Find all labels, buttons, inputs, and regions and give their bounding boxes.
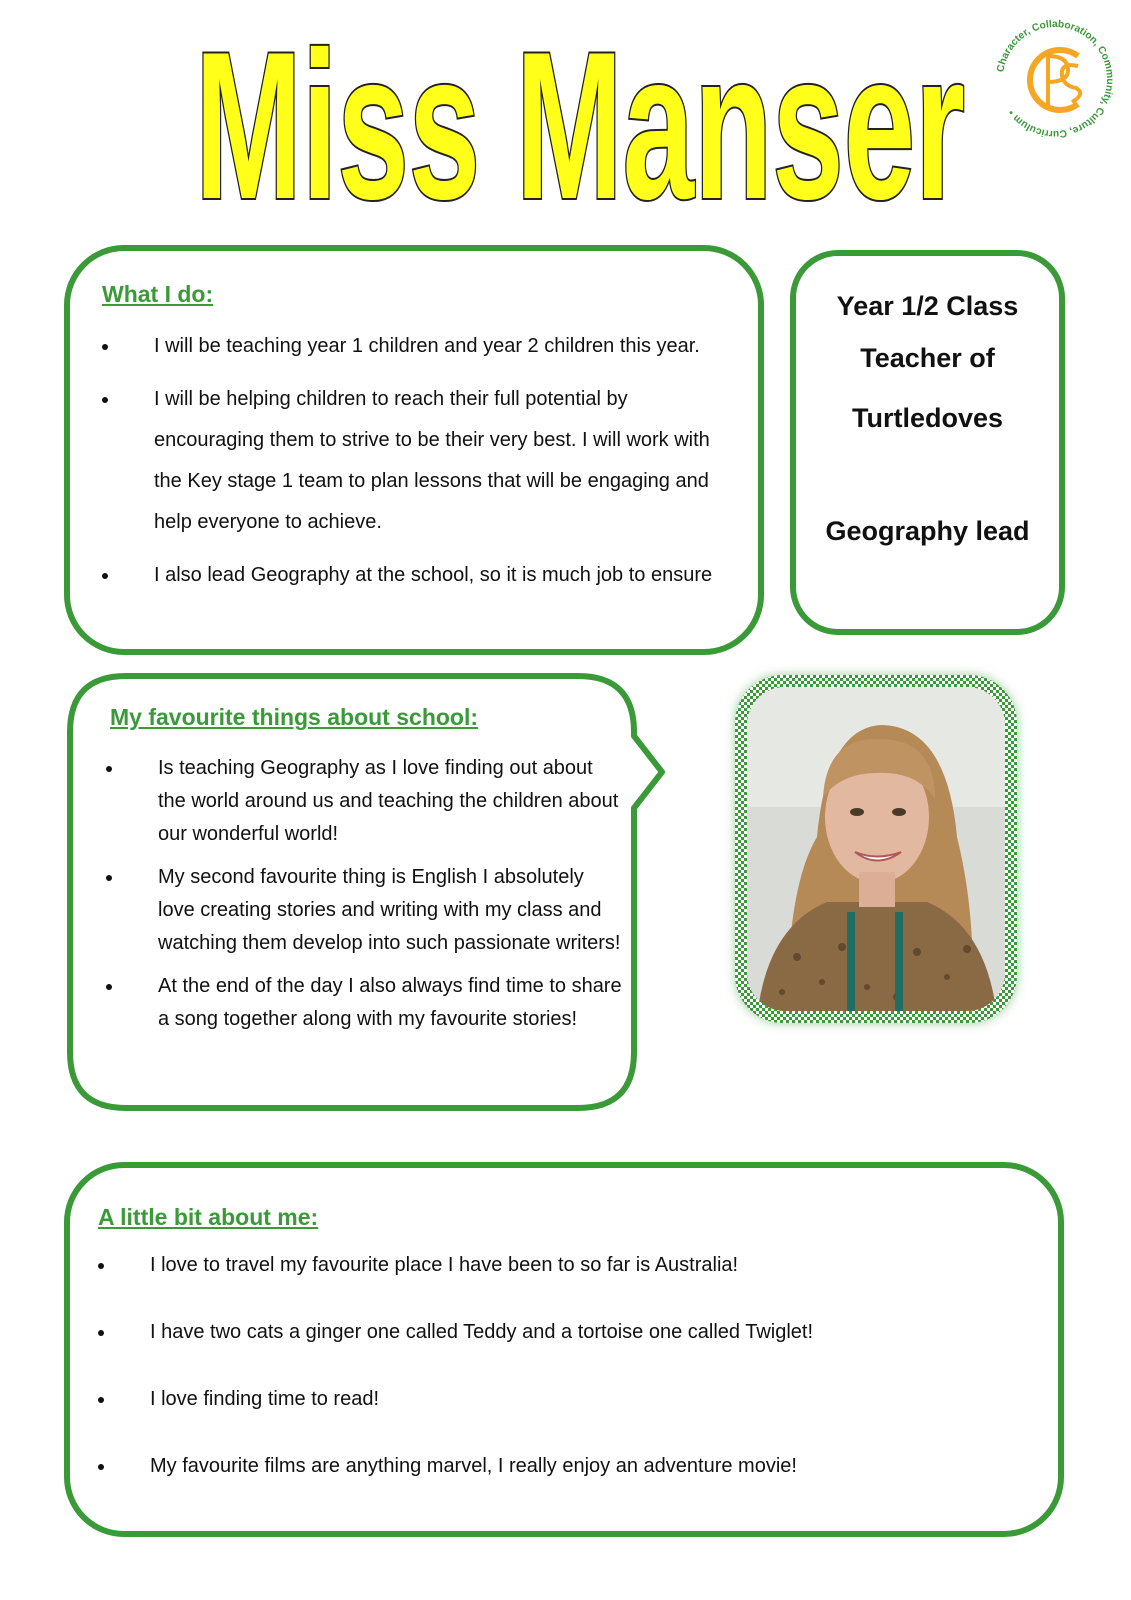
list-item: At the end of the day I also always find time to share a song together along with my favourite stories! — [104, 970, 624, 1036]
what-i-do-panel — [64, 245, 764, 655]
logo-ring-text: Character, Collaboration, Community, Culture, Curriculum • — [995, 18, 1116, 140]
role-line-3: Turtledoves — [851, 403, 1004, 433]
teacher-photo-frame — [735, 675, 1017, 1023]
list-item: I will be teaching year 1 children and year 2 children this year. — [100, 326, 740, 367]
favourites-panel — [66, 672, 696, 1132]
list-item: Is teaching Geography as I love finding out about the world around us and teaching the children about our wonderful world! — [104, 752, 624, 851]
role-panel — [790, 250, 1065, 635]
school-logo — [990, 14, 1120, 144]
role-subject: Geography lead — [825, 516, 1030, 546]
list-item: I love finding time to read! — [96, 1382, 1016, 1416]
what-i-do-heading: What I do: — [102, 281, 214, 307]
favourites-heading: My favourite things about school: — [110, 704, 479, 730]
list-item: My favourite films are anything marvel, I really enjoy an adventure movie! — [96, 1449, 1016, 1483]
page-title — [180, 18, 980, 218]
teacher-photo — [747, 687, 1005, 1011]
list-item: I will be helping children to reach their full potential by encouraging them to strive to be their very best. I will work with the Key stage 1 team to plan lessons that will be engaging and help everyone to achieve. — [100, 379, 740, 543]
role-title — [796, 280, 1059, 444]
role-line-2: Teacher of — [860, 343, 995, 373]
about-me-heading: A little bit about me: — [98, 1204, 319, 1230]
what-i-do-list — [100, 326, 740, 608]
favourites-list — [104, 752, 624, 1046]
list-item: I love to travel my favourite place I have been to so far is Australia! — [96, 1248, 1016, 1282]
about-me-list — [96, 1248, 1016, 1516]
about-me-panel — [64, 1162, 1064, 1537]
title-text: Miss Manser — [195, 18, 965, 218]
role-line-1: Year 1/2 Class — [836, 291, 1019, 321]
list-item: I have two cats a ginger one called Teddy and a tortoise one called Twiglet! — [96, 1315, 1016, 1349]
list-item: I also lead Geography at the school, so it is much job to ensure — [100, 555, 740, 596]
list-item: My second favourite thing is English I absolutely love creating stories and writing with my class and watching them develop into such passionate writers! — [104, 861, 624, 960]
